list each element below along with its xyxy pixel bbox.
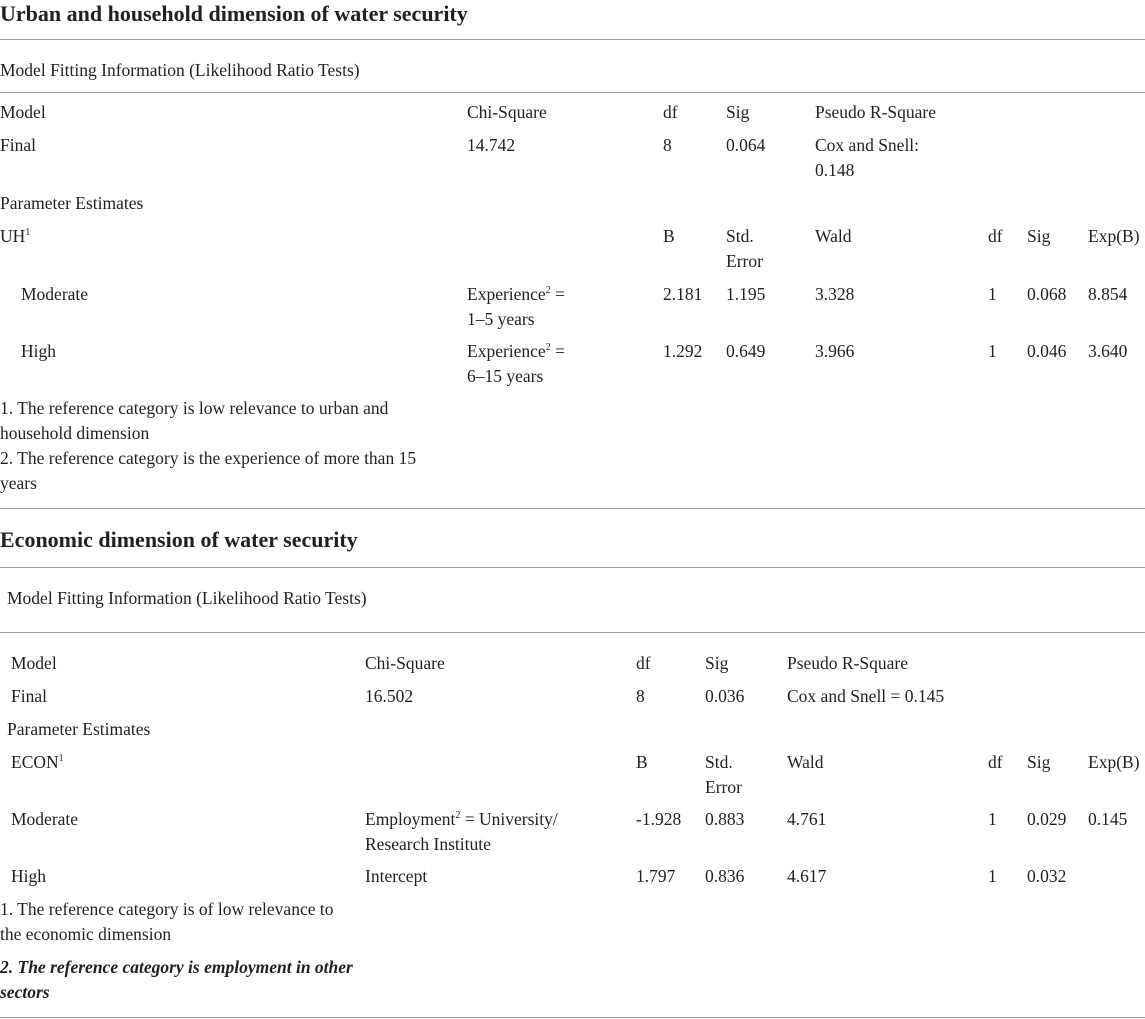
s2-h-df: df: [636, 653, 651, 673]
s1-r2-line2: 0.148: [815, 160, 855, 180]
s2-pe-title: Parameter Estimates: [7, 719, 151, 739]
s1-sig-value: 0.064: [726, 135, 766, 155]
s1-h-wald: Wald: [815, 226, 852, 246]
s2-row-df: 1: [988, 809, 997, 829]
section1-heading: Urban and household dimension of water security: [0, 1, 468, 26]
s1-h-sig2: Sig: [1027, 226, 1051, 246]
s1-row-predictor-line2: 1–5 years: [467, 309, 535, 329]
s2-row-predictor-line2: Research Institute: [365, 834, 491, 854]
s1-h-chi: Chi-Square: [467, 102, 547, 122]
s2-h-chi: Chi-Square: [365, 653, 445, 673]
s1-row-label: Moderate: [21, 284, 89, 304]
s1-chi-value: 14.742: [467, 135, 516, 155]
s2-h-sig: Sig: [705, 653, 729, 673]
s1-h-exp: Exp(B): [1088, 226, 1140, 246]
rule: [0, 567, 1145, 568]
s1-h-sig: Sig: [726, 102, 750, 122]
s2-row-label: High: [11, 866, 46, 886]
s1-h-se1: Std.: [726, 226, 754, 246]
s1-r2-line1: Cox and Snell:: [815, 135, 920, 155]
s1-row-df: 1: [988, 284, 997, 304]
s1-row-sig: 0.046: [1027, 341, 1067, 361]
s2-econ-label: ECON$^1$: [11, 752, 64, 772]
s2-mfi-title: Model Fitting Information (Likelihood Ratio Tests): [7, 588, 367, 608]
s2-row-wald: 4.761: [787, 809, 827, 829]
s1-row-wald: 3.966: [815, 341, 855, 361]
s2-note-1: 1. The reference category is of low relevance to the economic dimension: [0, 899, 334, 944]
s2-row-se: 0.883: [705, 809, 745, 829]
s2-row-df: 1: [988, 866, 997, 886]
s1-h-model: Model: [0, 102, 46, 122]
s2-row-sig: 0.029: [1027, 809, 1067, 829]
rule: [0, 92, 1145, 93]
s2-row-b: 1.797: [636, 866, 676, 886]
s2-sig-value: 0.036: [705, 686, 745, 706]
s1-h-r2: Pseudo R-Square: [815, 102, 937, 122]
s1-row-wald: 3.328: [815, 284, 855, 304]
s2-row-label: Moderate: [11, 809, 79, 829]
rule: [0, 39, 1145, 40]
s1-row-predictor-line2: 6–15 years: [467, 366, 544, 386]
s2-row-se: 0.836: [705, 866, 745, 886]
s1-final: Final: [0, 135, 36, 155]
s2-chi-value: 16.502: [365, 686, 414, 706]
s1-mfi-title: Model Fitting Information (Likelihood Ratio Tests): [0, 60, 360, 80]
s2-row-sig: 0.032: [1027, 866, 1067, 886]
s1-df-value: 8: [663, 135, 672, 155]
s1-row-b: 1.292: [663, 341, 703, 361]
s2-h-df2: df: [988, 752, 1003, 772]
rule: [0, 508, 1145, 509]
s2-h-exp: Exp(B): [1088, 752, 1140, 772]
s2-row-predictor: Employment$^2$ = University/: [365, 809, 558, 829]
s2-h-model: Model: [11, 653, 57, 673]
s2-note-2: 2. The reference category is employment in other sectors: [0, 957, 353, 1002]
s2-h-b: B: [636, 752, 648, 772]
s1-row-predictor: Experience$^2$ =: [467, 284, 565, 304]
s2-h-r2: Pseudo R-Square: [787, 653, 909, 673]
s2-row-b: -1.928: [636, 809, 682, 829]
s1-row-se: 1.195: [726, 284, 766, 304]
s2-row-predictor: Intercept: [365, 866, 428, 886]
s2-final: Final: [11, 686, 47, 706]
s2-h-se2: Error: [705, 777, 742, 797]
s1-note-2: 2. The reference category is the experience of more than 15 years: [0, 448, 417, 493]
section2-heading: Economic dimension of water security: [0, 527, 358, 552]
rule: [0, 1017, 1145, 1018]
s1-uh-label: $UH^1$: [0, 226, 31, 246]
s2-h-sig2: Sig: [1027, 752, 1051, 772]
s2-row-exp: 0.145: [1088, 809, 1128, 829]
s2-r2-value: Cox and Snell = 0.145: [787, 686, 945, 706]
s1-row-label: High: [21, 341, 56, 361]
s1-h-b: B: [663, 226, 675, 246]
s1-pe-title: Parameter Estimates: [0, 193, 144, 213]
s1-h-df2: df: [988, 226, 1003, 246]
rule: [0, 632, 1145, 633]
s2-h-se1: Std.: [705, 752, 733, 772]
s1-row-b: 2.181: [663, 284, 703, 304]
s1-row-se: 0.649: [726, 341, 766, 361]
s1-note-1: 1. The reference category is low relevance to urban and household dimension: [0, 398, 389, 443]
s2-h-wald: Wald: [787, 752, 824, 772]
s1-h-se2: Error: [726, 251, 763, 271]
s1-row-predictor: Experience$^2$ =: [467, 341, 565, 361]
s1-h-df: df: [663, 102, 678, 122]
s1-row-exp: 8.854: [1088, 284, 1128, 304]
s1-row-exp: 3.640: [1088, 341, 1128, 361]
s2-df-value: 8: [636, 686, 645, 706]
s1-row-sig: 0.068: [1027, 284, 1067, 304]
s2-row-wald: 4.617: [787, 866, 827, 886]
s1-row-df: 1: [988, 341, 997, 361]
